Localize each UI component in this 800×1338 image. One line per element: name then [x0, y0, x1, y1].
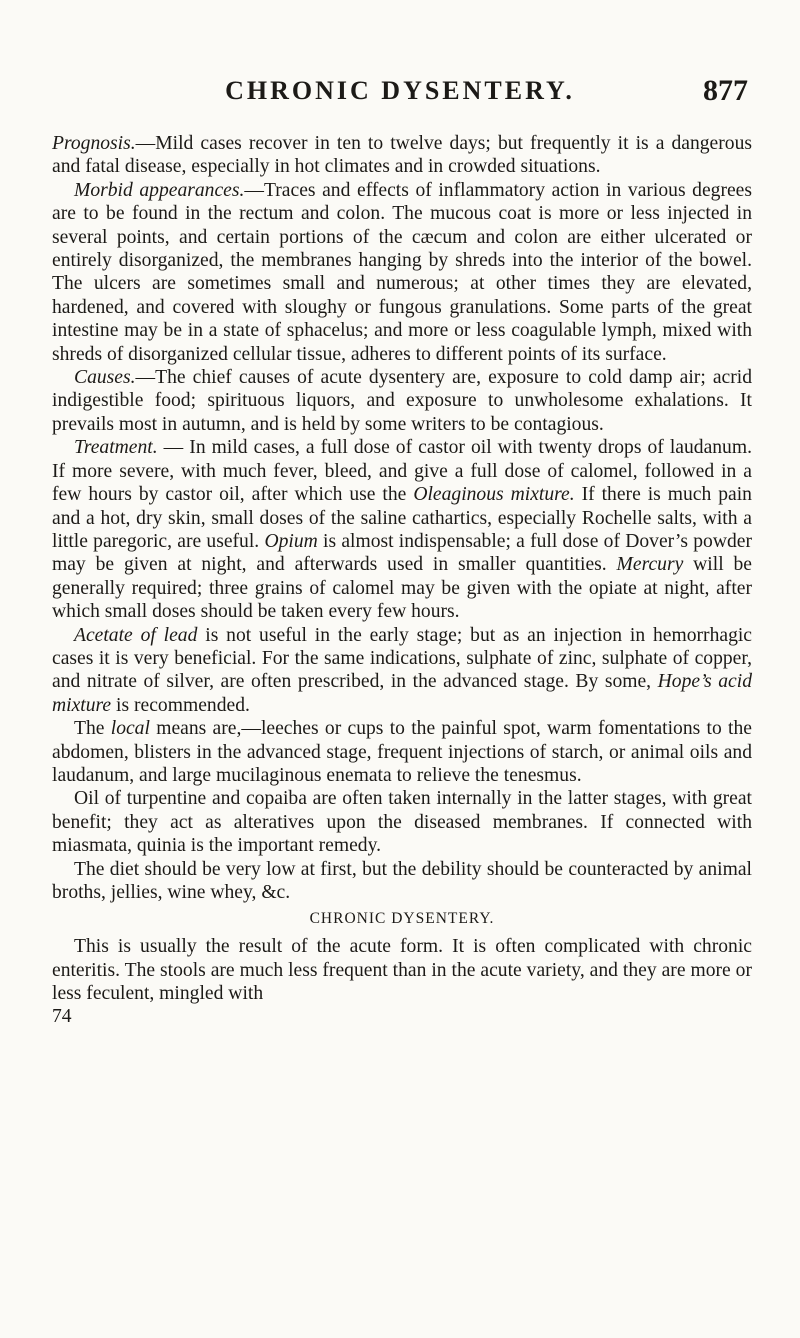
text-causes: —The chief causes of acute dysentery are, exposure to cold damp air; acrid indigestible food; spirituous liquors, and exposure to unwholesome exhalations. It prevails most in autumn, and is held by some writers to be contagious. [52, 367, 752, 435]
section-heading-chronic-dysentery: CHRONIC DYSENTERY. [309, 910, 495, 928]
text-acetate-b: is recommended. [111, 694, 250, 716]
em-hopes-acid-mixture: Hope’s acid mixture [52, 671, 752, 716]
em-acetate-of-lead: Acetate of lead [74, 624, 198, 646]
em-local: local [110, 718, 150, 740]
running-title: CHRONIC DYSENTERY. [225, 76, 575, 105]
text-treatment-c: is almost indispensable; a full dose of Dover’s powder may be given at night, and afterwards used in smaller quantities. [52, 530, 752, 576]
paragraph-causes [52, 366, 752, 436]
text-treatment-d: will be generally required; three grains of calomel may be given with the opiate at night, after which small doses should be taken every few hours. [52, 554, 752, 623]
paragraph-prognosis [52, 132, 752, 179]
paragraph-turpentine [52, 787, 752, 857]
text-acetate-a: is not useful in the early stage; but as an injection in hemorrhagic cases it is very beneficial. For the same indications, sulphate of zinc, sulphate of copper, and nitrate of silver, are often prescribed, in the advanced stage. By some, [52, 624, 753, 693]
page-header [0, 76, 800, 116]
lead-causes: Causes. [74, 367, 136, 389]
lead-morbid-appearances: Morbid appearances. [74, 179, 245, 201]
text-treatment-b: If there is much pain and a hot, dry skin, small doses of the saline cathartics, especially Rochelle salts, with a little paregoric, are useful. [52, 484, 752, 552]
paragraph-chronic-dysentery [52, 935, 752, 1005]
body-text [52, 132, 752, 1028]
paragraph-local-means [52, 717, 752, 787]
text-local-b: means are,—leeches or cups to the painful spot, warm fomentations to the abdomen, blisters in the advanced stage, frequent injections of starch, or animal oils and laudanum, and large mucilaginous enemata to relieve the tenesmus. [52, 718, 752, 786]
text-chronic-dysentery: This is usually the result of the acute form. It is often complicated with chronic enteritis. The stools are much less frequent than in the acute variety, and they are more or less feculent, mingled with [52, 936, 752, 1005]
text-turpentine: Oil of turpentine and copaiba are often taken internally in the latter stages, with great benefit; they act as alteratives upon the diseased membranes. If connected with miasmata, quinia is the important remedy. [52, 788, 752, 857]
text-local-a: The [74, 718, 111, 740]
lead-treatment: Treatment. [74, 437, 158, 459]
signature-mark: 74 [52, 1005, 72, 1027]
lead-prognosis: Prognosis. [52, 133, 136, 154]
page-number: 877 [703, 74, 748, 107]
text-treatment-a: — In mild cases, a full dose of castor oil with twenty drops of laudanum. If more severe, with much fever, bleed, and give a full dose of calomel, followed in a few hours by castor oil, after which use the [52, 437, 752, 506]
paragraph-diet [52, 858, 752, 905]
em-oleaginous-mixture: Oleaginous mixture. [413, 484, 575, 506]
paragraph-treatment [52, 436, 752, 623]
em-mercury: Mercury [616, 554, 684, 576]
text-prognosis: —Mild cases recover in ten to twelve days; but frequently it is a dangerous and fatal disease, especially in hot climates and in crowded situations. [52, 133, 752, 178]
text-morbid-appearances: —Traces and effects of inflammatory action in various degrees are to be found in the rectum and colon. The mucous coat is more or less injected in several points, and certain portions of the cæcum and colon are either ulcerated or entirely disorganized, the membranes hanging by shreds into the interior of the bowel. The ulcers are sometimes small and numerous; at other times they are elevated, hardened, and covered with sloughy or fungous granulations. Some parts of the great intestine may be in a state of sphacelus; and more or less coagulable lymph, mixed with shreds of disorganized cellular tissue, adheres to different points of its surface. [52, 179, 753, 365]
paragraph-acetate-of-lead [52, 624, 752, 718]
text-diet: The diet should be very low at first, but the debility should be counteracted by animal broths, jellies, wine whey, &c. [52, 858, 752, 903]
em-opium: Opium [264, 530, 318, 552]
paragraph-morbid-appearances [52, 179, 752, 366]
